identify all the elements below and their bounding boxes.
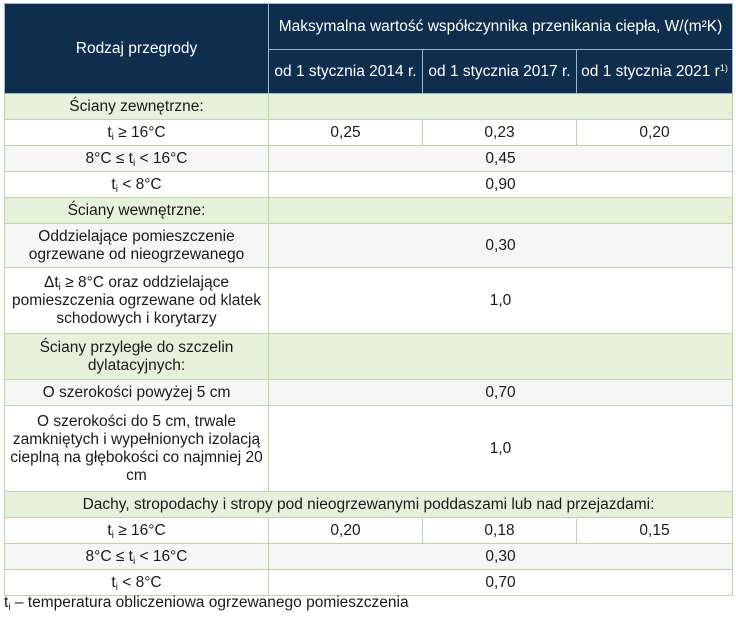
section-empty-cell: [269, 334, 733, 380]
row-label: $t_i < 8^\circ C$: [5, 172, 269, 198]
value-merged: 0,30: [269, 224, 733, 268]
row-label: $t_i \ge 16^\circ C$: [5, 120, 269, 146]
value-merged: 0,90: [269, 172, 733, 198]
header-col-2014: od 1 stycznia 2014 r.: [269, 50, 423, 94]
header-col-2021-label: od 1 stycznia 2021 r: [581, 62, 720, 80]
section-title-internal-walls: Ściany wewnętrzne:: [5, 198, 269, 224]
footnote-marker: 1): [719, 62, 728, 73]
header-group-title: Maksymalna wartość współczynnika przenikania ciepła, W/(m²K): [269, 4, 733, 50]
row-label: $\Delta t_i \ge 8^\circ C$ oraz oddzielające pomieszczenia ogrzewane od klatek schodowych i korytarzy: [5, 268, 269, 334]
value-merged: 1,0: [269, 406, 733, 492]
section-title-roofs: Dachy, stropodachy i stropy pod nieogrzewanymi poddaszami lub nad przejazdami:: [5, 492, 733, 518]
value-2017: 0,18: [423, 518, 577, 544]
row-label: $8^\circ C \le t_i < 16^\circ C$: [5, 544, 269, 570]
value-2014: 0,20: [269, 518, 423, 544]
value-merged: 0,70: [269, 380, 733, 406]
value-merged: 0,70: [269, 570, 733, 596]
row-label: Oddzielające pomieszczenie ogrzewane od nieogrzewanego: [5, 224, 269, 268]
header-col-2017: od 1 stycznia 2017 r.: [423, 50, 577, 94]
value-merged: 0,45: [269, 146, 733, 172]
section-title-expansion-walls: Ściany przyległe do szczelin dylatacyjnych:: [5, 334, 269, 380]
header-col-type: Rodzaj przegrody: [5, 4, 269, 94]
value-2017: 0,23: [423, 120, 577, 146]
value-2021: 0,20: [577, 120, 733, 146]
header-col-2021: [577, 50, 733, 94]
row-label: $t_i \ge 16^\circ C$: [5, 518, 269, 544]
section-empty-cell: [269, 198, 733, 224]
value-2014: 0,25: [269, 120, 423, 146]
value-2021: 0,15: [577, 518, 733, 544]
section-empty-cell: [269, 94, 733, 120]
row-label: $8^\circ C \le t_i < 16^\circ C$: [5, 146, 269, 172]
row-label: $t_i < 8^\circ C$: [5, 570, 269, 596]
footnote: $t_i$ – temperatura obliczeniowa ogrzewanego pomieszczenia: [4, 594, 409, 613]
value-merged: 1,0: [269, 268, 733, 334]
value-merged: 0,30: [269, 544, 733, 570]
row-label: O szerokości powyżej 5 cm: [5, 380, 269, 406]
row-label: O szerokości do 5 cm, trwale zamkniętych i wypełnionych izolacją cieplną na głębokości co najmniej 20 cm: [5, 406, 269, 492]
heat-transfer-table: [4, 3, 733, 596]
section-title-external-walls: Ściany zewnętrzne:: [5, 94, 269, 120]
